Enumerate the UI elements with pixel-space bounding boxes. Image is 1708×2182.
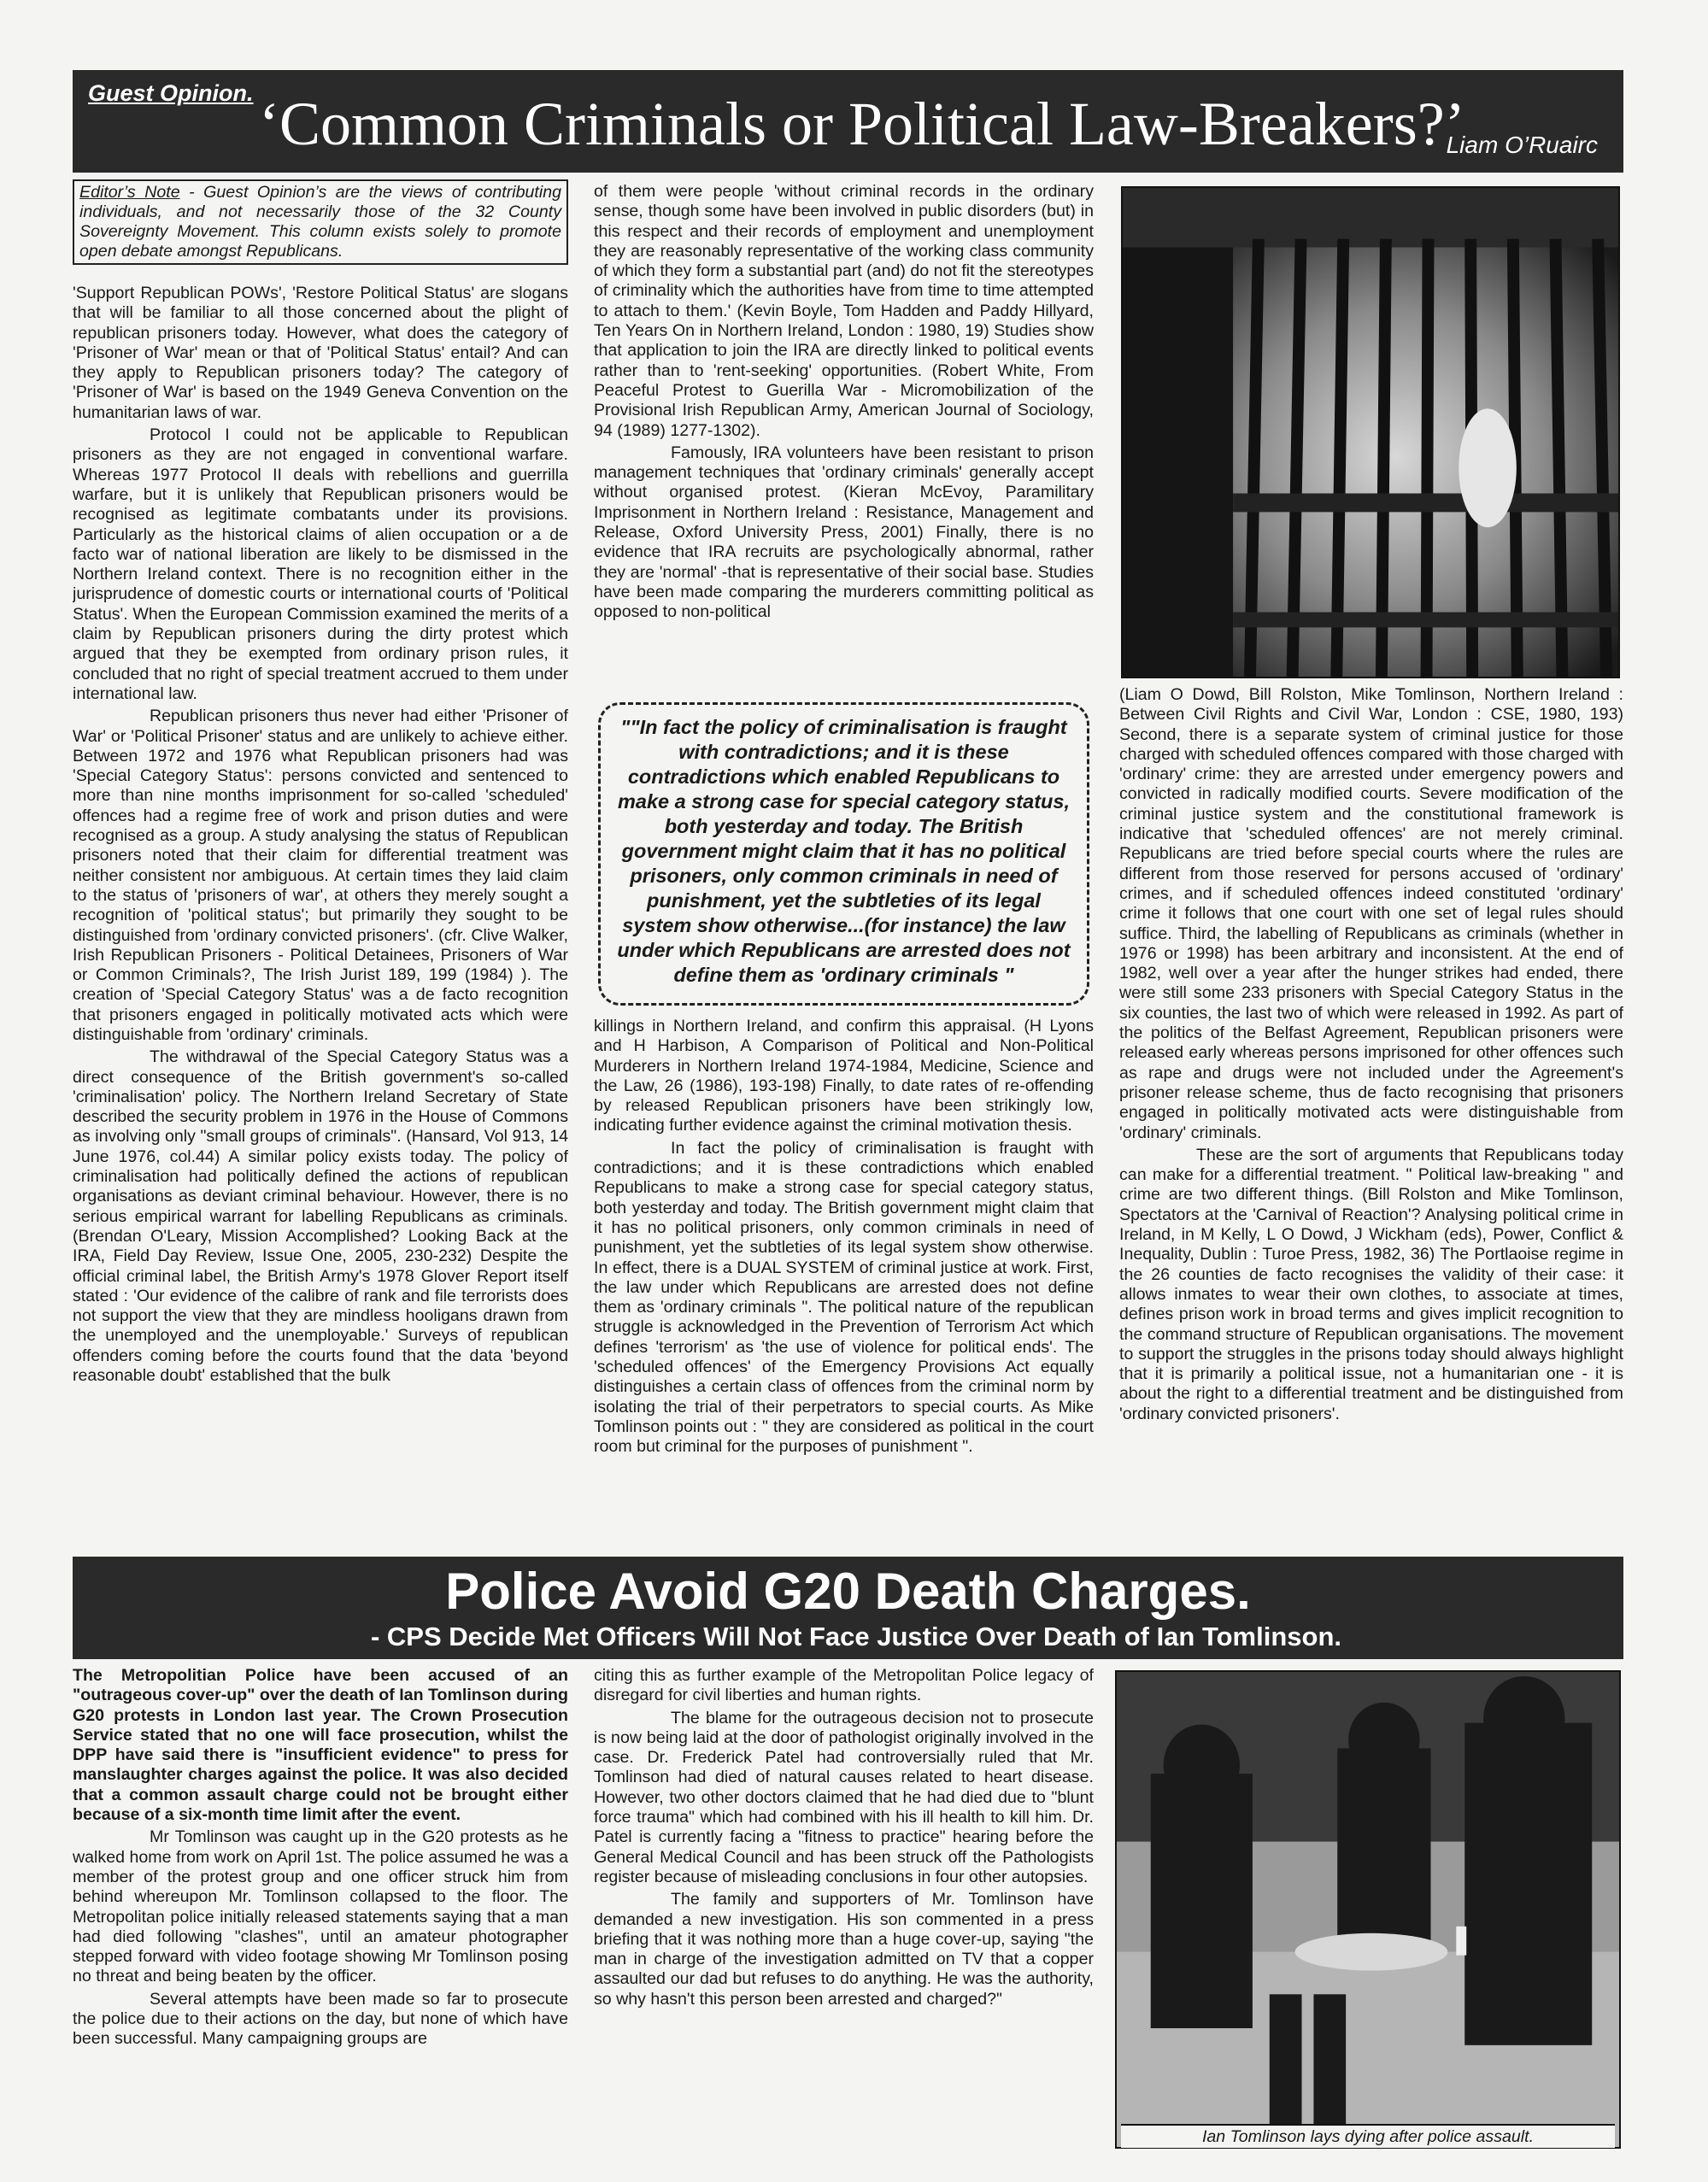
paragraph: The family and supporters of Mr. Tomlinson have demanded a new investigation. His son commented in a press briefing that it was nothing more than a huge cover-up, saying "the man in charge of the investigation admitted on TV that a copper assaulted our dad but refuses to do anything. He was the authority, so why hasn't this person been arrested and charged?" — [594, 1890, 1094, 2009]
article2-lead-paragraph: The Metropolitian Police have been accused of an "outrageous cover-up" over the death of Ian Tomlinson during G20 protests in London last year. The Crown Prosecution Service stated that no one will face prosecution, whilst the DPP have said there is "insufficient evidence" to press for manslaughter charges against the police. It was also decided that a common assault charge could not be brought either because of a six-month time limit after the event. — [73, 1666, 568, 1825]
article1-column-1 — [73, 284, 568, 1542]
paragraph: The withdrawal of the Special Category Status was a direct consequence of the British government's so-called 'criminalisation' policy. The Northern Ireland Secretary of State described the security problem in 1976 in the House of Commons as involving only "small groups of criminals". (Hansard, Vol 913, 14 June 1976, col.44) A similar policy exists today. The policy of criminalisation had politically defined the actions of republican organisations as deviant criminal behaviour. However, there is no serious empirical warrant for labelling Republicans as criminals. (Brendan O'Leary, Mission Accomplished? Looking Back at the IRA, Field Day Review, Issue One, 2005, 230-232) Despite the official criminal label, the British Army's 1978 Glover Report itself stated : 'Our evidence of the calibre of rank and file terrorists does not support the view that they are mindless hooligans drawn from the unemployed and the unemployable.' Surveys of republican offenders coming before the courts found that the data 'beyond reasonable doubt' established that the bulk — [73, 1047, 568, 1386]
paragraph: Famously, IRA volunteers have been resistant to prison management techniques that 'ordinary criminals' generally accept without organised protest. (Kieran McEvoy, Paramilitary Imprisonment in Northern Ireland : Resistance, Management and Release, Oxford University Press, 2001) Finally, there is no evidence that IRA recruits are psychologically abnormal, rather they are 'normal' -that is representative of their social base. Studies have been made comparing the murderers committing political as opposed to non-political — [594, 443, 1094, 622]
guest-opinion-kicker: Guest Opinion. — [88, 80, 254, 106]
article1-column-2-top — [594, 182, 1094, 686]
article1-column-3 — [1119, 685, 1623, 1542]
paragraph: Republican prisoners thus never had either 'Prisoner of War' or 'Political Prisoner' status and are unlikely to achieve either. Between 1972 and 1976 what Republican prisoners had was 'Special Category Status': persons convicted and sentenced to more than nine months imprisonment for so-called 'scheduled' offences had a regime free of work and prison duties and were recognised as a group. A study analysing the status of Republican prisoners noted that their claim for differential treatment was neither consistent nor ambiguous. At certain times they laid claim to the status of 'prisoners of war', at others they merely sought a recognition of 'political status'; but primarily they sought to be distinguished from 'ordinary convicted prisoners'. (cfr. Clive Walker, Irish Republican Prisoners - Political Detainees, Prisoners of War or Common Criminals?, The Irish Jurist 189, 199 (1984) ). The creation of 'Special Category Status' was a de facto recognition that prisoners engaged in politically motivated acts which were distinguishable from 'ordinary' criminals. — [73, 707, 568, 1044]
paragraph: In fact the policy of criminalisation is fraught with contradictions; and it is these contradictions which enabled Republicans to make a strong case for special category status, both yesterday and today. The British government might claim that it has no political prisoners, only common criminals in need of punishment, yet the subtleties of its legal system show otherwise. In effect, there is a DUAL SYSTEM of criminal justice at work. First, the law under which Republicans are arrested does not define them as 'ordinary criminals ". The political nature of the republican struggle is acknowledged in the Prevention of Terrorism Act which defines 'terrorism' as 'the use of violence for political ends'. The 'scheduled offences' of the Emergency Provisions Act equally distinguishes a certain class of offences from the criminal norm by isolating the trial of their perpetrators to special courts. As Mike Tomlinson points out : " they are considered as political in the court room but criminal for the purposes of punishment ". — [594, 1138, 1094, 1457]
g20-protest-photo — [1115, 1670, 1621, 2149]
photo-caption: Ian Tomlinson lays dying after police assault. — [1121, 2124, 1615, 2148]
pull-quote-box: ""In fact the policy of criminalisation is fraught with contradictions; and it is these contradictions which enabled Republicans to make a strong case for special category status, both yesterday and today. The British government might claim that it has no political prisoners, only common criminals in need of punishment, yet the subtleties of its legal system show otherwise...(for instance) the law under which Republicans are arrested does not define them as 'ordinary criminals " — [598, 702, 1089, 1006]
article2-column-1 — [73, 1666, 568, 2157]
paragraph: (Liam O Dowd, Bill Rolston, Mike Tomlinson, Northern Ireland : Between Civil Rights and Civil War, London : CSE, 1980, 193) Second, there is a separate system of criminal justice for those charged with scheduled offences compared with those charged with 'ordinary' crime: they are arrested under emergency powers and convicted in radically modified courts. Severe modification of the criminal justice system and the constitutional framework is indicative that 'scheduled offences' are not merely criminal. Republicans are tried before special courts where the rules are different from those reserved for persons accused of 'ordinary' crimes, and if scheduled offences indeed constituted 'ordinary' crime it follows that one court with one set of legal rules should suffice. Third, the labelling of Republicans as criminals (whether in 1976 or 1998) has been arbitrary and inconsistent. At the end of 1982, well over a year after the hunger strikes had ended, there were still some 233 prisoners with Special Category Status in the six counties, the last two of which were released in 1992. As part of the politics of the Belfast Agreement, Republican prisoners were released early whereas persons imprisoned for other offences such as rape and drugs were not included under the Agreement's prisoner release scheme, thus de facto recognising that prisoners engaged in politically motivated acts were distinguishable from 'ordinary' criminals. — [1119, 685, 1623, 1142]
paragraph: 'Support Republican POWs', 'Restore Political Status' are slogans that will be familiar to all those concerned about the plight of republican prisoners today. However, what does the category of 'Prisoner of War' mean or that of 'Political Status' entail? And can they apply to Republican prisoners today? The category of 'Prisoner of War' is based on the 1949 Geneva Convention on the humanitarian laws of war. — [73, 284, 568, 422]
paragraph: The blame for the outrageous decision not to prosecute is now being laid at the door of pathologist originally involved in the case. Dr. Frederick Patel had controversially ruled that Mr. Tomlinson had died of natural causes related to heart disease. However, two other doctors claimed that he had died due to "blunt force trauma" which had combined with his ill health to kill him. Dr. Patel is currently facing a "fitness to practice" hearing before the General Medical Council and has been struck off the Pathologists register because of misleading conclusions in four other autopsies. — [594, 1708, 1094, 1886]
article2-subheadline: - CPS Decide Met Officers Will Not Face Justice Over Death of Ian Tomlinson. — [370, 1622, 1341, 1651]
editors-note-box — [73, 179, 568, 265]
article1-headline: ‘Common Criminals or Political Law-Breakers?’ — [259, 90, 1465, 158]
article2-header-banner — [73, 1557, 1623, 1659]
paragraph: These are the sort of arguments that Republicans today can make for a differential treatment. " Political law-breaking " and crime are two different things. (Bill Rolston and Mike Tomlinson, Spectators at the 'Carnival of Reaction'? Analysing political crime in Ireland, in M Kelly, L O Dowd, J Wickham (eds), Power, Conflict & Inequality, Dublin : Turoe Press, 1982, 36) The Portlaoise regime in the 26 counties de facto recognises the validity of their case: it allows inmates to wear their own clothes, to associate at times, defines prison work in broad terms and gives implicit recognition to the command structure of Republican organisations. The movement to support the struggles in the prisons today should always highlight that it is primarily a political issue, not a humanitarian one - it is about the right to a differential treatment and be distinguished from 'ordinary convicted prisoners'. — [1119, 1145, 1623, 1423]
paragraph: Mr Tomlinson was caught up in the G20 protests as he walked home from work on April 1st. The police assumed he was a member of the protest group and one officer struck him from behind whereupon Mr. Tomlinson collapsed to the floor. The Metropolitan police initially released statements saying that a man had died following "clashes", until an amateur photographer stepped forward with video footage showing Mr Tomlinson posing no threat and being beaten by the officer. — [73, 1827, 568, 1986]
g20-protest-image — [1117, 1672, 1619, 2147]
article1-header-banner — [73, 70, 1623, 173]
prison-bars-photo — [1121, 186, 1620, 678]
article1-byline: Liam O’Ruairc — [1446, 132, 1598, 158]
paragraph: killings in Northern Ireland, and confirm this appraisal. (H Lyons and H Harbison, A Comparison of Political and Non-Political Murderers in Northern Ireland 1974-1984, Medicine, Science and the Law, 26 (1986), 193-198) Finally, to date rates of re-offending by released Republican prisoners have been strikingly low, indicating further evidence against the criminal motivation thesis. — [594, 1017, 1094, 1135]
article1-column-2-bottom — [594, 1017, 1094, 1542]
paragraph: Several attempts have been made so far to prosecute the police due to their actions on the day, but none of which have been successful. Many campaigning groups are — [73, 1989, 568, 2049]
paragraph: Protocol I could not be applicable to Republican prisoners as they are not engaged in conventional warfare. Whereas 1977 Protocol II deals with rebellions and guerrilla warfare, but it is unlikely that Republican prisoners would be recognised as legitimate combatants under its provisions. Particularly as the historical claims of alien occupation or a de facto war of national liberation are likely to be dismissed in the Northern Ireland context. There is no recognition either in the jurisprudence of domestic courts or international courts of 'Political Status'. When the European Commission examined the merits of a claim by Republican prisoners during the dirty protest which argued that they be exempted from ordinary prison rules, it concluded that no right of special treatment accrued to them under international law. — [73, 425, 568, 703]
article2-headline: Police Avoid G20 Death Charges. — [445, 1563, 1251, 1620]
article2-column-2 — [594, 1666, 1094, 2157]
editors-note-body: - Guest Opinion’s are the views of contributing individuals, and not necessarily those of the 32 County Sovereignty Movement. This column exists solely to promote open debate amongst Republicans. — [79, 183, 561, 261]
prison-bars-image — [1123, 188, 1618, 677]
paragraph: of them were people 'without criminal records in the ordinary sense, though some have been involved in public disorders (but) in this respect and their records of employment and unemployment they are reasonably representative of the working class community of which they form a substantial part (and) do not fit the stereotypes of criminality which the authorities have from time to time attempted to attach to them.' (Kevin Boyle, Tom Hadden and Paddy Hillyard, Ten Years On in Northern Ireland, London : 1980, 19) Studies show that application to join the IRA are directly linked to political events rather than to 'rent-seeking' opportunities. (Robert White, From Peaceful Protest to Guerilla War - Micromobilization of the Provisional Irish Republican Army, American Journal of Sociology, 94 (1989) 1277-1302). — [594, 182, 1094, 440]
editors-note-lead: Editor’s Note — [79, 183, 180, 202]
paragraph: citing this as further example of the Metropolitan Police legacy of disregard for civil liberties and human rights. — [594, 1666, 1094, 1705]
